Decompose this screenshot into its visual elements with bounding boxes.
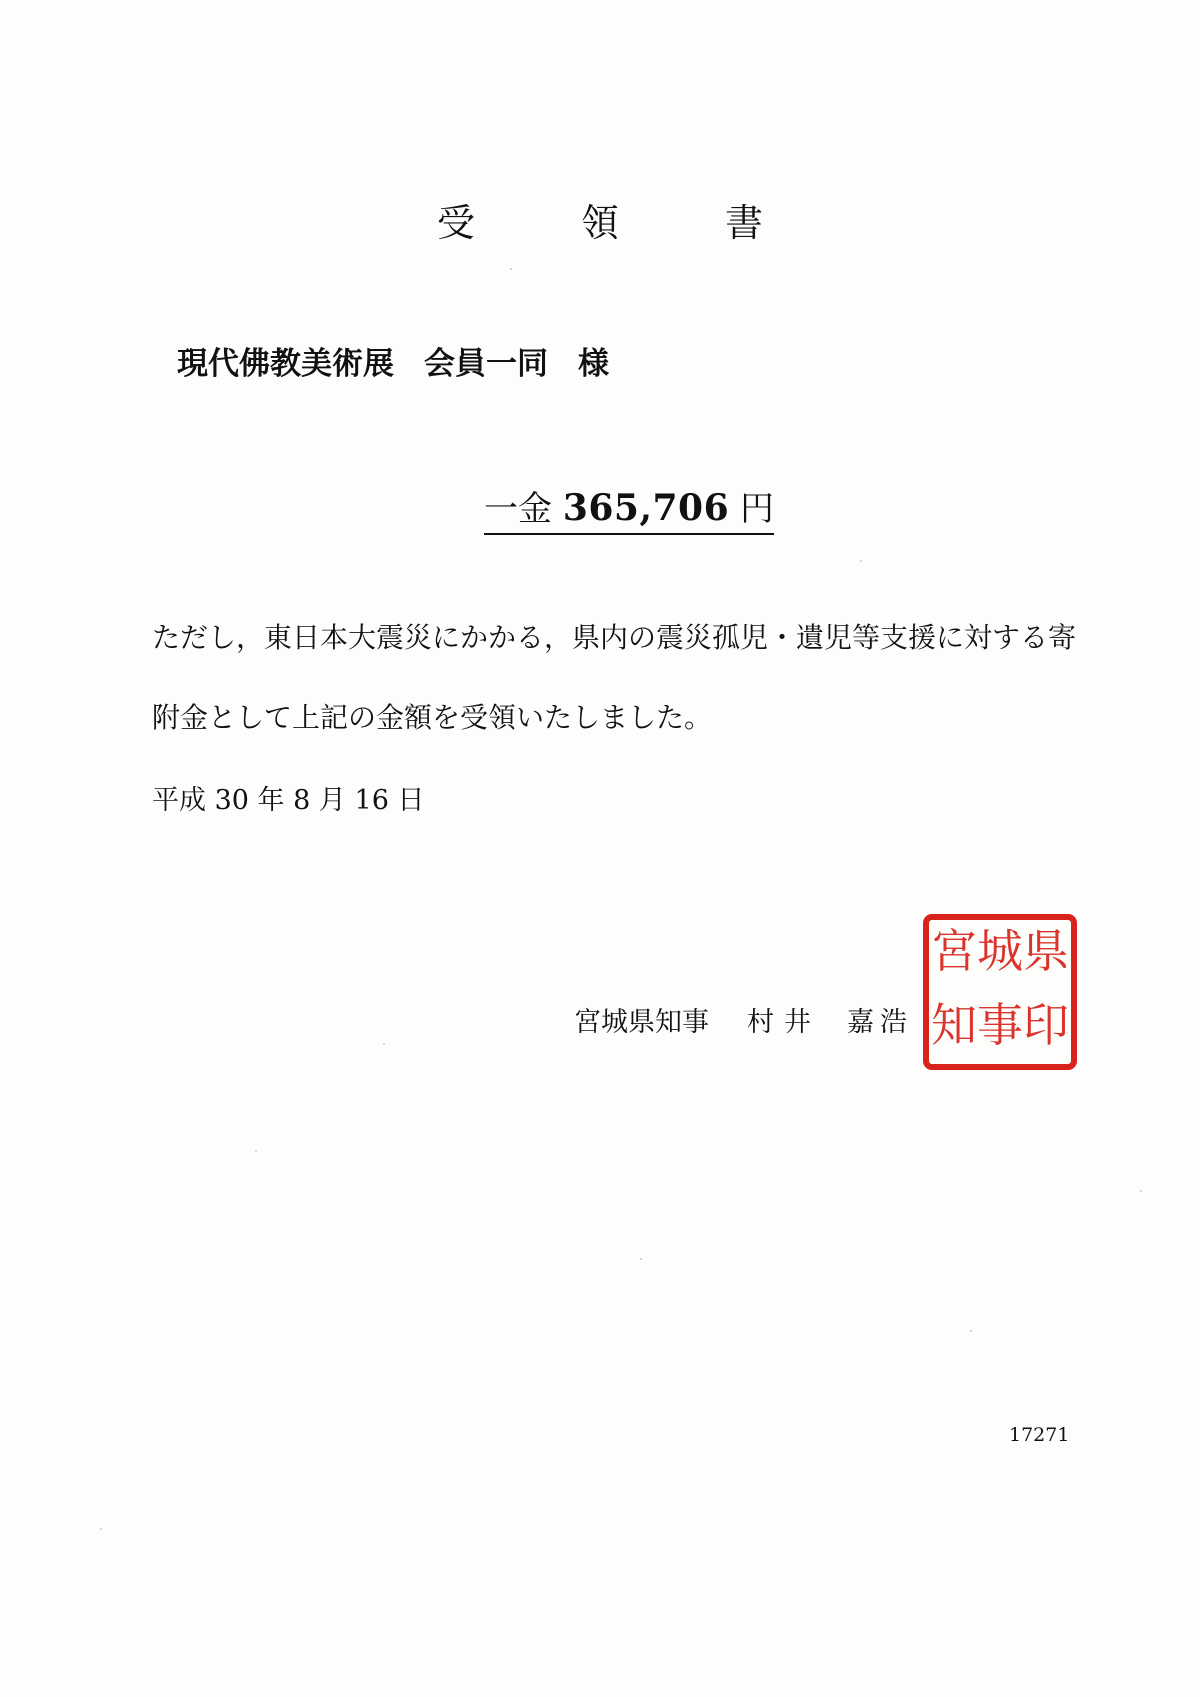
- title-char-1: 受: [436, 201, 475, 245]
- svg-text:宮: 宮: [931, 924, 977, 978]
- recipient-members: 会員一同: [424, 346, 548, 382]
- scan-speck: [1140, 1190, 1142, 1192]
- amount-number: 365,706: [562, 487, 730, 529]
- signature-line: [574, 1000, 907, 1039]
- svg-text:城: 城: [977, 924, 1023, 978]
- recipient-honorific: 様: [578, 346, 609, 382]
- title-char-2: 領: [580, 201, 619, 245]
- document-number: 17271: [1009, 1424, 1070, 1446]
- svg-text:事: 事: [977, 998, 1023, 1052]
- signatory-title: 宮城県知事: [574, 1007, 709, 1038]
- receipt-body: [152, 598, 1077, 758]
- svg-text:県: 県: [1023, 924, 1069, 978]
- signatory-surname-2: 井: [784, 1007, 811, 1038]
- date-day-unit: 日: [397, 785, 425, 816]
- scan-speck: [383, 1043, 385, 1045]
- document-title: [0, 192, 1200, 247]
- date-era: 平成: [152, 785, 206, 816]
- scan-speck: [640, 1258, 642, 1260]
- amount-prefix: 一金: [484, 489, 552, 529]
- scan-speck: [510, 268, 512, 270]
- title-char-3: 書: [724, 201, 763, 245]
- date-month-unit: 月: [318, 785, 346, 816]
- amount-line: [484, 488, 774, 535]
- svg-text:知: 知: [931, 998, 977, 1052]
- recipient-organization: 現代佛教美術展: [177, 346, 394, 382]
- receipt-date: [152, 778, 424, 817]
- date-month: 8: [293, 785, 311, 816]
- amount-unit: 円: [739, 489, 774, 529]
- date-year-unit: 年: [257, 785, 285, 816]
- date-day: 16: [354, 785, 389, 816]
- scan-speck: [255, 1150, 257, 1152]
- signatory-given-1: 嘉: [847, 1007, 874, 1038]
- body-line-2: 附金として上記の金額を受領いたしました。: [152, 701, 713, 734]
- scan-speck: [100, 1528, 102, 1530]
- signatory-given-2: 浩: [880, 1007, 907, 1038]
- recipient-line: [177, 338, 609, 383]
- date-year: 30: [214, 785, 249, 816]
- signatory-surname-1: 村: [747, 1007, 774, 1038]
- scan-speck: [860, 560, 862, 562]
- official-seal-icon: [922, 913, 1078, 1071]
- svg-text:印: 印: [1023, 998, 1069, 1052]
- seal-glyphs: [931, 924, 1069, 1052]
- body-line-1: ただし，東日本大震災にかかる，県内の震災孤児・遺児等支援に対する寄: [152, 621, 1077, 654]
- scan-speck: [970, 1330, 972, 1332]
